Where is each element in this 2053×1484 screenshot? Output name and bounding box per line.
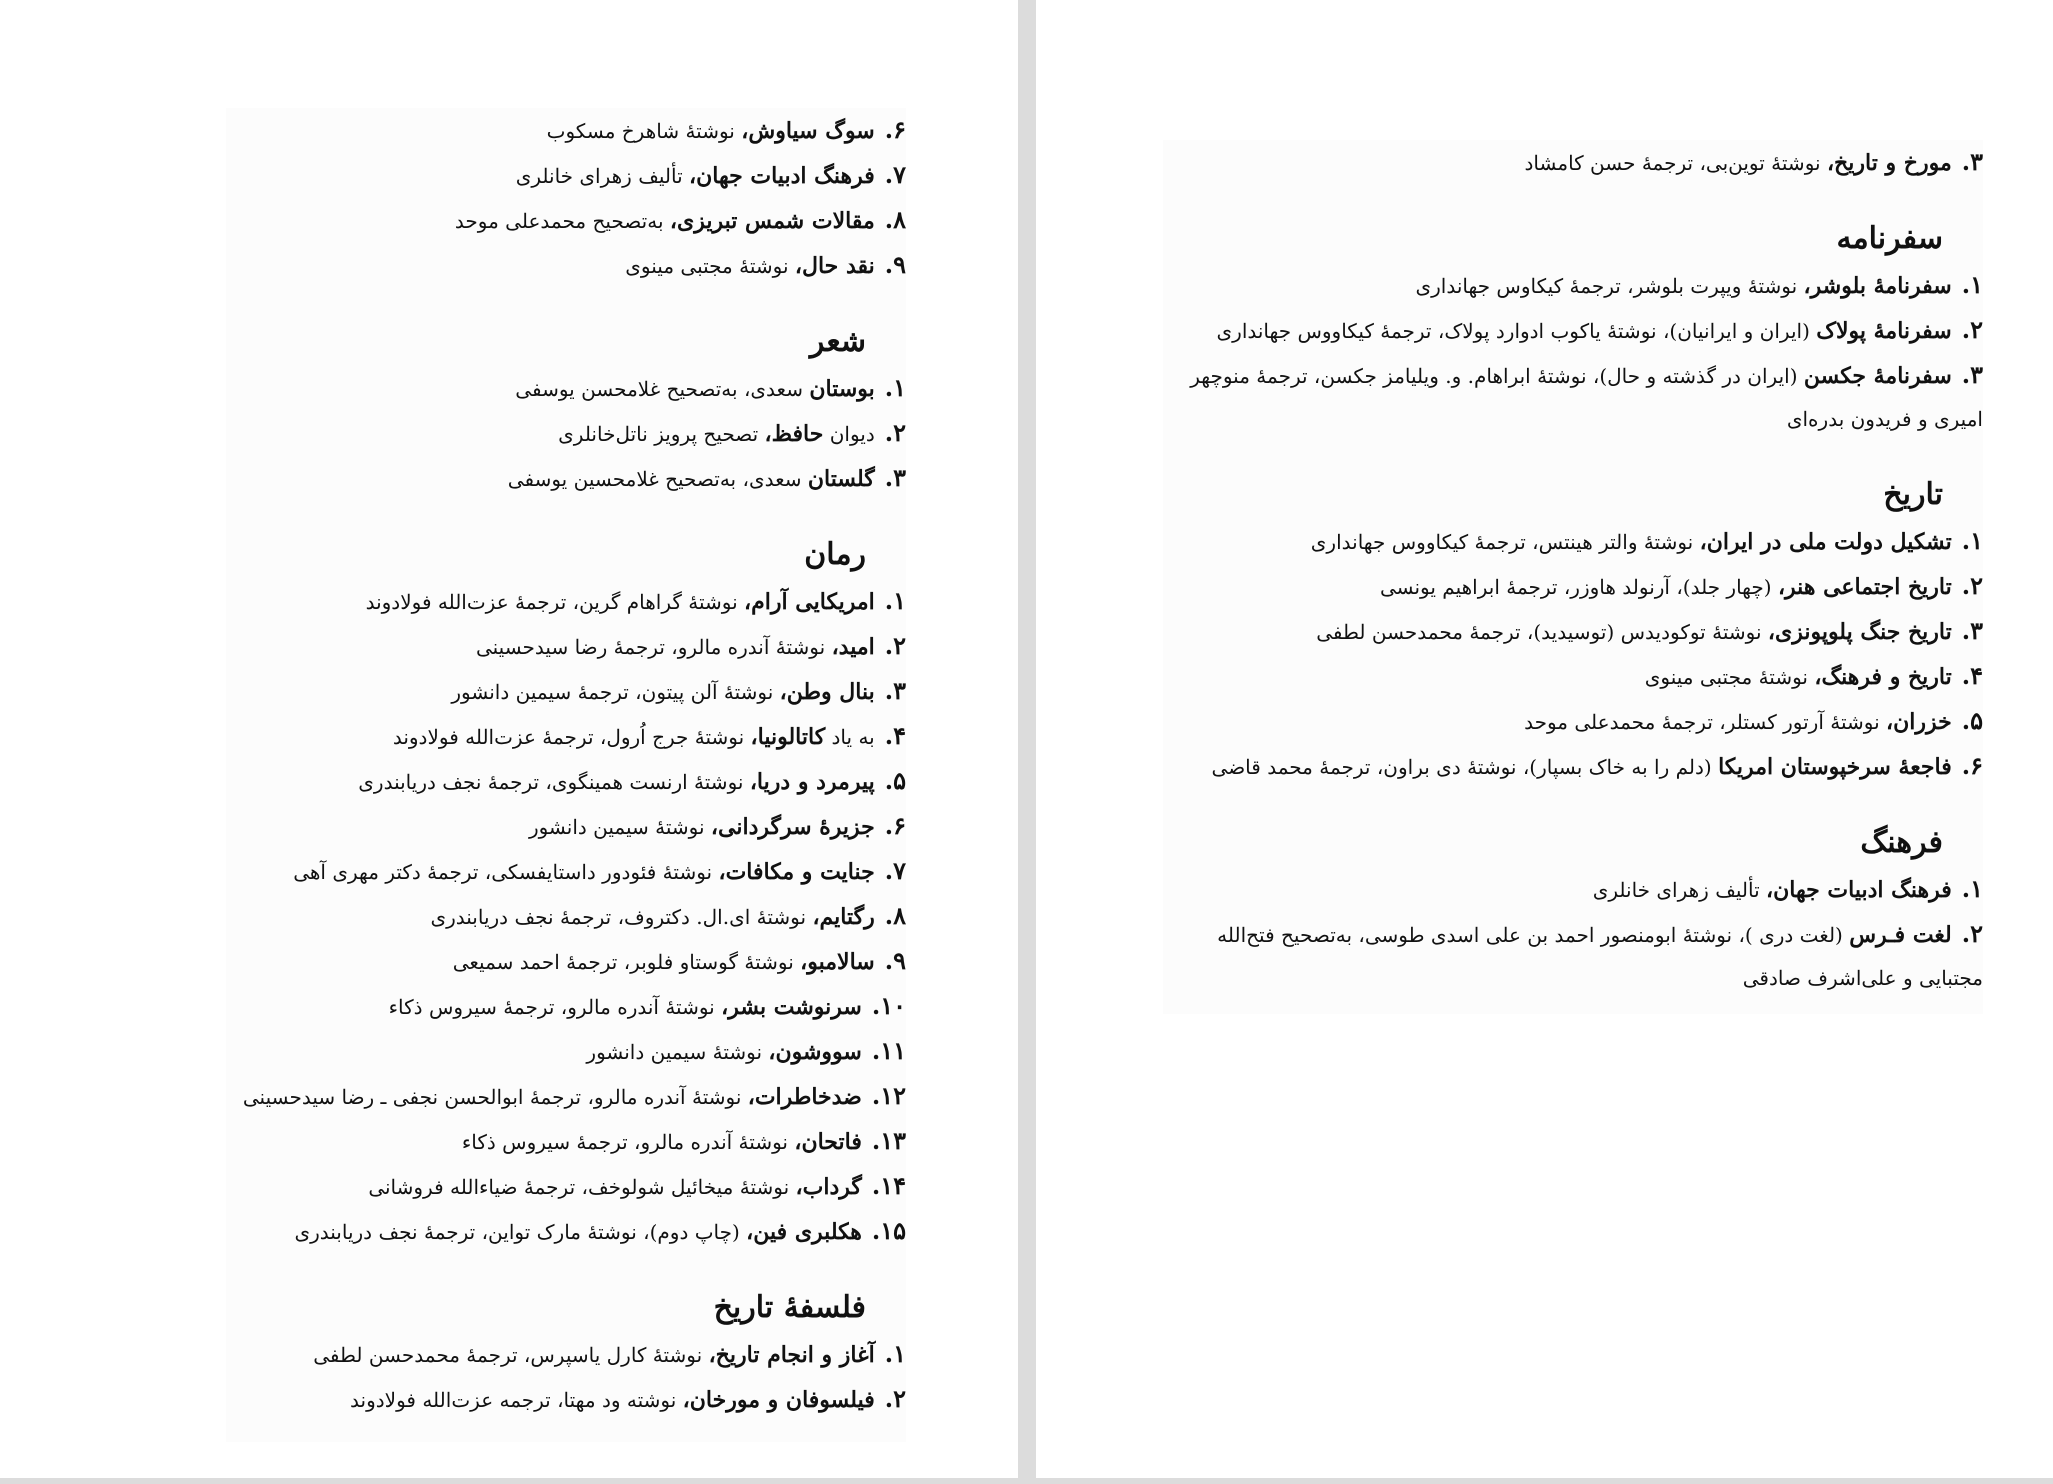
entry-number: ۵. [1961,706,1983,735]
entry-title: مقالات شمس تبریزی، [669,208,875,234]
book-entry [226,411,906,456]
entry-title: رگتایم، [812,904,875,930]
entry-number: ۴. [884,721,906,750]
book-entry [1163,744,1983,789]
entry-details: (دلم را به خاک بسپار)، نوشتهٔ دی براون، ترجمهٔ محمد قاضی [1211,755,1719,779]
book-entry [226,1332,906,1377]
book-entry [1163,867,1983,912]
entry-title: بنال وطن، [779,679,875,705]
entry-title: فاتحان، [794,1129,862,1155]
section-heading: شعر [809,324,866,359]
entry-title: سفرنامهٔ پولاک [1816,318,1952,344]
section-heading: رمان [804,537,866,572]
entry-title: آغاز و انجام تاریخ، [708,1342,875,1368]
entry-prefix: به یاد [825,725,875,749]
entry-number: ۱. [1961,526,1983,555]
entry-details: (ایران در گذشته و حال)، نوشتهٔ ابراهام. و. ویلیامز جکسن، ترجمهٔ منوچهر امیری و فریدون بدره‌ای [1190,364,1983,431]
entry-number: ۴. [1961,661,1983,690]
entry-number: ۳. [1961,616,1983,645]
entry-details: نوشتهٔ آندره مالرو، ترجمهٔ سیروس ذکاء [461,1130,795,1154]
entry-details: (چاپ دوم)، نوشتهٔ مارک تواین، ترجمهٔ نجف دریابندری [294,1220,747,1244]
book-list [1163,867,1983,1000]
entry-details: سعدی، به‌تصحیح غلامحسن یوسفی [515,377,810,401]
book-entry [226,759,906,804]
right-page [1036,0,2053,1478]
entry-number: ۱. [1961,270,1983,299]
book-entry [226,669,906,714]
entry-title: پیرمرد و دریا، [749,769,875,795]
book-section [1163,215,1983,441]
section-heading: تاریخ [1883,477,1943,512]
entry-details: نوشتهٔ گوستاو فلوبر، ترجمهٔ احمد سمیعی [452,950,801,974]
entry-title: تاریخ و فرهنگ، [1814,664,1952,690]
book-entry [1163,519,1983,564]
entry-details: به‌تصحیح محمدعلی موحد [454,209,670,233]
entry-details: نوشتهٔ ارنست همینگوی، ترجمهٔ نجف دریابندری [358,770,750,794]
book-entry [226,456,906,501]
book-entry [1163,564,1983,609]
book-list [1163,519,1983,789]
entry-title: سفرنامهٔ بلوشر، [1803,273,1952,299]
book-entry [226,1377,906,1422]
book-entry [226,243,906,288]
book-entry [226,198,906,243]
entry-title: حافظ، [764,421,824,447]
entry-details: سعدی، به‌تصحیح غلامحسین یوسفی [507,467,808,491]
book-section [1163,471,1983,789]
page-gutter [1018,0,1036,1484]
book-entry [1163,912,1983,1000]
entry-title: ضدخاطرات، [747,1084,862,1110]
book-entry [1163,699,1983,744]
entry-details: نوشتهٔ کارل یاسپرس، ترجمهٔ محمدحسن لطفی [313,1343,709,1367]
entry-details: نوشتهٔ ویپرت بلوشر، ترجمهٔ کیکاوس جهانداری [1415,274,1804,298]
entry-details: نوشتهٔ ای.ال. دکتروف، ترجمهٔ نجف دریابندری [430,905,813,929]
entry-title: فرهنگ ادبیات جهان، [1766,877,1952,903]
left-page [0,0,1018,1478]
entry-details: نوشتهٔ توین‌بی، ترجمهٔ حسن کامشاد [1524,151,1827,175]
book-entry [226,108,906,153]
entry-number: ۲. [884,631,906,660]
entry-number: ۲. [1961,919,1983,948]
entry-details: نوشتهٔ فئودور داستایفسکی، ترجمهٔ دکتر مهری آهی [293,860,719,884]
entry-details: نوشتهٔ شاهرخ مسکوب [546,119,742,143]
left-page-content [226,108,906,1442]
book-list [226,1332,906,1422]
entry-title: کاتالونیا، [750,724,826,750]
entry-title: مورخ و تاریخ، [1826,150,1952,176]
book-entry [226,1119,906,1164]
entry-number: ۳. [1961,360,1983,389]
book-entry [226,153,906,198]
entry-details: تصحیح پرویز ناتل‌خانلری [558,422,765,446]
book-section [226,108,906,288]
entry-title: تشکیل دولت ملی در ایران، [1699,529,1952,555]
entry-title: سوگ سیاوش، [741,118,875,144]
entry-number: ۱۲. [871,1081,906,1110]
entry-details: نوشتهٔ مجتبی مینوی [1644,665,1815,689]
entry-details: (چهار جلد)، آرنولد هاوزر، ترجمهٔ ابراهیم یونسی [1379,575,1778,599]
entry-number: ۱. [884,1339,906,1368]
book-section [1163,140,1983,185]
entry-details: نوشتهٔ آندره مالرو، ترجمهٔ ابوالحسن نجفی ـ رضا سیدحسینی [242,1085,748,1109]
entry-number: ۲. [884,418,906,447]
entry-title: لغت فـرس [1849,922,1952,948]
viewer-bottom-edge [0,1478,2053,1484]
entry-title: سرنوشت بشر، [721,994,862,1020]
entry-number: ۸. [884,205,906,234]
entry-title: جزیرهٔ سرگردانی، [710,814,875,840]
book-entry [226,624,906,669]
entry-details: نوشتهٔ جرج اُرول، ترجمهٔ عزت‌الله فولادوند [392,725,751,749]
entry-number: ۷. [884,160,906,189]
book-entry [226,1074,906,1119]
book-entry [226,939,906,984]
book-section [226,318,906,501]
entry-details: (لغت دری )، نوشتهٔ ابومنصور احمد بن علی اسدی طوسی، به‌تصحیح فتح‌الله مجتبایی و علی‌اشرف صادقی [1217,923,1983,990]
entry-number: ۷. [884,856,906,885]
entry-title: تاریخ جنگ پلوپونزی، [1767,619,1952,645]
book-entry [226,1164,906,1209]
entry-number: ۱. [1961,874,1983,903]
entry-details: نوشتهٔ آرتور کستلر، ترجمهٔ محمدعلی موحد [1524,710,1887,734]
book-entry [1163,140,1983,185]
entry-details: نوشتهٔ گراهام گرین، ترجمهٔ عزت‌الله فولادوند [365,590,745,614]
entry-title: فیلسوفان و مورخان، [682,1387,875,1413]
entry-number: ۲. [1961,571,1983,600]
entry-title: سفرنامهٔ جکسن [1803,363,1952,389]
entry-number: ۱۰. [871,991,906,1020]
book-entry [226,579,906,624]
entry-number: ۲. [1961,315,1983,344]
book-list [226,108,906,288]
book-entry [226,849,906,894]
entry-title: نقد حال، [794,253,875,279]
entry-number: ۳. [884,463,906,492]
entry-number: ۳. [884,676,906,705]
book-section [226,1284,906,1422]
entry-title: گلستان [807,466,875,492]
entry-details: نوشتهٔ آلن پیتون، ترجمهٔ سیمین دانشور [451,680,780,704]
section-heading: فلسفهٔ تاریخ [713,1290,866,1325]
entry-number: ۹. [884,250,906,279]
book-list [226,579,906,1254]
entry-number: ۵. [884,766,906,795]
entry-title: گرداب، [795,1174,862,1200]
entry-title: هکلبری فین، [746,1219,862,1245]
book-entry [226,984,906,1029]
entry-details: تألیف زهرای خانلری [1592,878,1767,902]
book-list [1163,140,1983,185]
entry-title: فرهنگ ادبیات جهان، [689,163,875,189]
book-entry [226,1209,906,1254]
entry-details: نوشتهٔ توکودیدس (توسیدید)، ترجمهٔ محمدحسن لطفی [1316,620,1768,644]
book-entry [1163,654,1983,699]
entry-number: ۶. [1961,751,1983,780]
book-entry [1163,308,1983,353]
book-entry [1163,263,1983,308]
entry-details: نوشتهٔ مجتبی مینوی [625,254,795,278]
entry-number: ۸. [884,901,906,930]
entry-title: بوستان [809,376,875,402]
entry-title: امریکایی آرام، [744,589,875,615]
book-list [226,366,906,501]
book-entry [226,1029,906,1074]
entry-details: نوشتهٔ میخائیل شولوخف، ترجمهٔ ضیاءالله فروشانی [368,1175,796,1199]
entry-details: نوشتهٔ سیمین دانشور [528,815,711,839]
entry-title: جنایت و مکافات، [718,859,875,885]
entry-title: سالامبو، [800,949,875,975]
entry-number: ۲. [884,1384,906,1413]
entry-details: نوشتهٔ آندره مالرو، ترجمهٔ رضا سیدحسینی [475,635,832,659]
entry-details: نوشتهٔ آندره مالرو، ترجمهٔ سیروس ذکاء [388,995,722,1019]
book-entry [1163,609,1983,654]
entry-title: فاجعهٔ سرخپوستان امریکا [1718,754,1952,780]
entry-number: ۱۱. [871,1036,906,1065]
entry-number: ۱۴. [871,1171,906,1200]
entry-details: (ایران و ایرانیان)، نوشتهٔ یاکوب ادوارد پولاک، ترجمهٔ کیکاووس جهانداری [1216,319,1817,343]
book-entry [226,714,906,759]
entry-number: ۱۳. [871,1126,906,1155]
entry-details: نوشته ود مهتا، ترجمه عزت‌الله فولادوند [350,1388,683,1412]
entry-prefix: دیوان [823,422,875,446]
section-heading: فرهنگ [1860,825,1943,860]
entry-details: تألیف زهرای خانلری [515,164,690,188]
right-page-content [1163,140,1983,1014]
entry-number: ۳. [1961,147,1983,176]
entry-title: تاریخ اجتماعی هنر، [1777,574,1952,600]
book-entry [1163,353,1983,441]
entry-title: خزران، [1886,709,1952,735]
book-entry [226,366,906,411]
entry-number: ۶. [884,811,906,840]
book-entry [226,804,906,849]
section-heading: سفرنامه [1836,221,1943,256]
book-list [1163,263,1983,441]
book-entry [226,894,906,939]
entry-number: ۱. [884,373,906,402]
entry-number: ۹. [884,946,906,975]
entry-details: نوشتهٔ سیمین دانشور [586,1040,769,1064]
entry-title: سووشون، [768,1039,862,1065]
entry-title: امید، [831,634,875,660]
entry-details: نوشتهٔ والتر هینتس، ترجمهٔ کیکاووس جهانداری [1310,530,1700,554]
entry-number: ۱. [884,586,906,615]
book-section [1163,819,1983,1000]
book-section [226,531,906,1254]
entry-number: ۶. [884,115,906,144]
entry-number: ۱۵. [871,1216,906,1245]
